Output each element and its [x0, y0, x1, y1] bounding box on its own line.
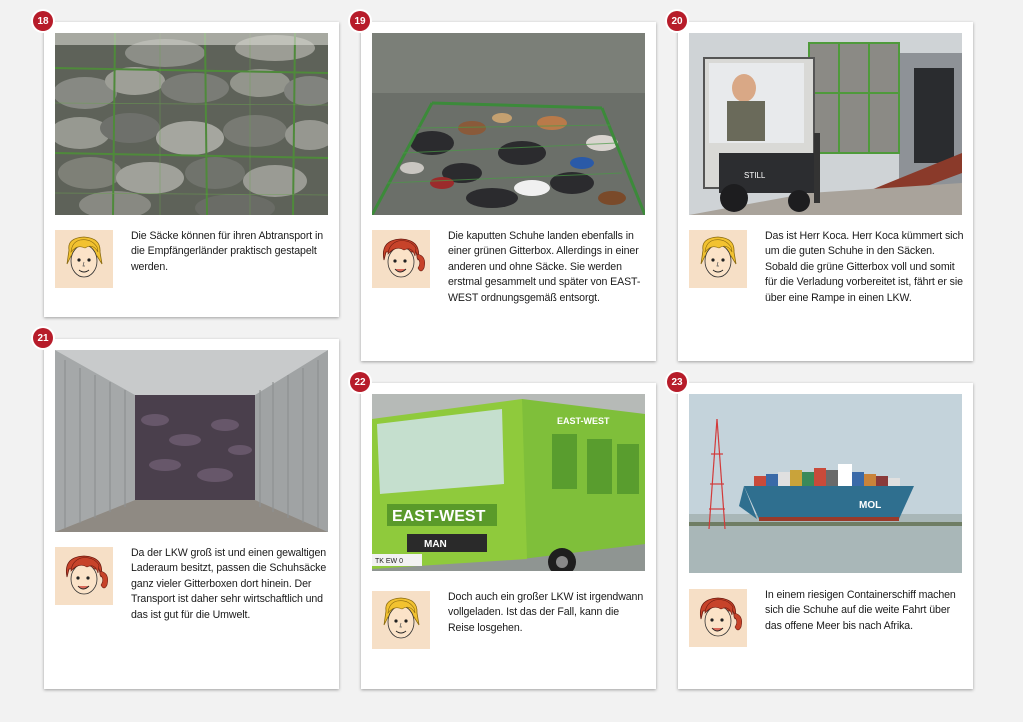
- gitterboxen-mit-saecken-photo: [55, 33, 328, 215]
- truck-cab-brand-text: MAN: [424, 539, 447, 550]
- panel-number-badge: 22: [350, 372, 370, 392]
- panel-20: [678, 22, 973, 361]
- panel-caption: Da der LKW groß ist und einen gewaltigen Laderaum besitzt, passen die Schuhsäcke ganz vieler Gitterboxen dort hinein. Der Transport ist daher sehr wirtschaftlich und das ist gut für die Umwelt.: [131, 547, 327, 621]
- containerschiff-photo: [689, 394, 962, 573]
- panel-21: [44, 339, 339, 689]
- lkw-laderaum-photo: [55, 350, 328, 532]
- panel-19: [361, 22, 656, 361]
- panel-number-badge: 19: [350, 11, 370, 31]
- panel-18: [44, 22, 339, 317]
- panel-caption: Die Säcke können für ihren Abtransport in die Empfängerländer praktisch gestapelt werden.: [131, 230, 323, 273]
- panel-caption: Das ist Herr Koca. Herr Koca kümmert sich um die guten Schuhe in den Säcken. Sobald die grüne Gitterbox voll und somit für die Verladung vorbereitet ist, fährt er sie über eine Rampe in einen LKW.: [765, 230, 964, 304]
- east-west-lkw-photo: [372, 394, 645, 571]
- truck-plate-text: TK EW 0: [375, 558, 404, 565]
- red-haired-girl-avatar: [372, 230, 430, 288]
- truck-brand-text: EAST-WEST: [392, 508, 486, 525]
- truck-side-brand-text: EAST-WEST: [557, 416, 610, 426]
- panel-caption: In einem riesigen Containerschiff machen sich die Schuhe auf die weite Fahrt über das offene Meer bis nach Afrika.: [765, 589, 956, 632]
- panel-number-badge: 20: [667, 11, 687, 31]
- panel-caption: Die kaputten Schuhe landen ebenfalls in einer grünen Gitterbox. Allerdings in einer anderen und ohne Säcke. Sie werden erstmal gesammelt und später von EAST-WEST ordnungsgemäß entsorgt.: [448, 230, 641, 304]
- panel-number-badge: 21: [33, 328, 53, 348]
- panel-22: [361, 383, 656, 689]
- gabelstapler-herr-koca-photo: [689, 33, 962, 215]
- panel-number-badge: 23: [667, 372, 687, 392]
- panel-caption: Doch auch ein großer LKW ist irgendwann vollgeladen. Ist das der Fall, kann die Reise losgehen.: [448, 591, 644, 634]
- ship-hull-text: MOL: [859, 500, 882, 511]
- panel-23: [678, 383, 973, 689]
- red-haired-girl-avatar: [55, 547, 113, 605]
- blonde-girl-avatar: [372, 591, 430, 649]
- panel-number-badge: 18: [33, 11, 53, 31]
- kaputte-schuhe-in-gitterbox-photo: [372, 33, 645, 215]
- svg-text:STILL: STILL: [744, 171, 766, 180]
- red-haired-girl-avatar: [689, 589, 747, 647]
- blonde-girl-avatar: [689, 230, 747, 288]
- blonde-girl-avatar: [55, 230, 113, 288]
